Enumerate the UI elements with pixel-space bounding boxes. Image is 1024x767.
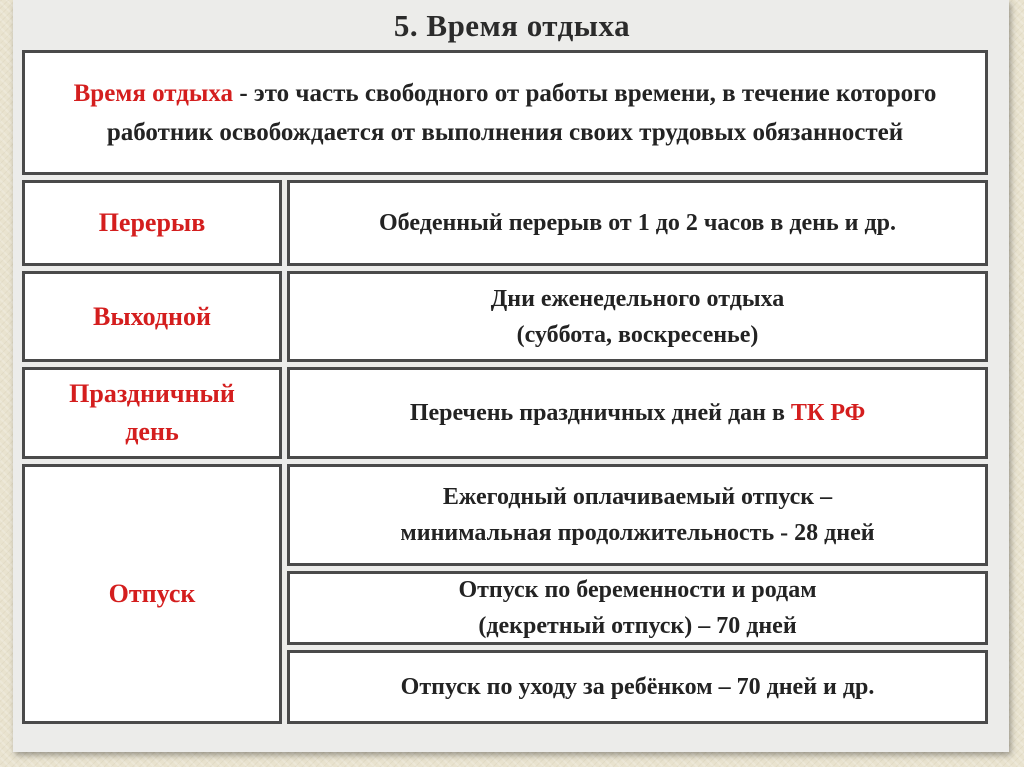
row-label-day-off: Выходной — [22, 271, 282, 362]
slide-title: 5. Время отдыха — [393, 8, 631, 43]
row-content-break: Обеденный перерыв от 1 до 2 часов в день и др. — [287, 180, 988, 266]
row-label-break: Перерыв — [22, 180, 282, 266]
vacation-item-childcare: Отпуск по уходу за ребёнком – 70 дней и др. — [287, 650, 988, 724]
row-content-day-off: Дни еженедельного отдыха (суббота, воскресенье) — [287, 271, 988, 362]
definition-body: - это часть свободного от работы времени, в течение которого работник освобождается от выполнения своих трудовых обязанностей — [106, 79, 937, 146]
row-content-holiday: Перечень праздничных дней дан в ТК РФ — [287, 367, 988, 459]
definition-term: Время отдыха — [73, 79, 234, 107]
vacation-item-maternity: Отпуск по беременности и родам (декретный отпуск) – 70 дней — [287, 571, 988, 645]
definition-box — [22, 50, 988, 175]
vacation-item-annual: Ежегодный оплачиваемый отпуск – минимальная продолжительность - 28 дней — [287, 464, 988, 566]
labor-code-highlight: ТК РФ — [790, 400, 866, 426]
row-label-holiday: Праздничный день — [22, 367, 282, 459]
row-label-vacation: Отпуск — [22, 464, 282, 724]
definition-text — [43, 74, 967, 152]
